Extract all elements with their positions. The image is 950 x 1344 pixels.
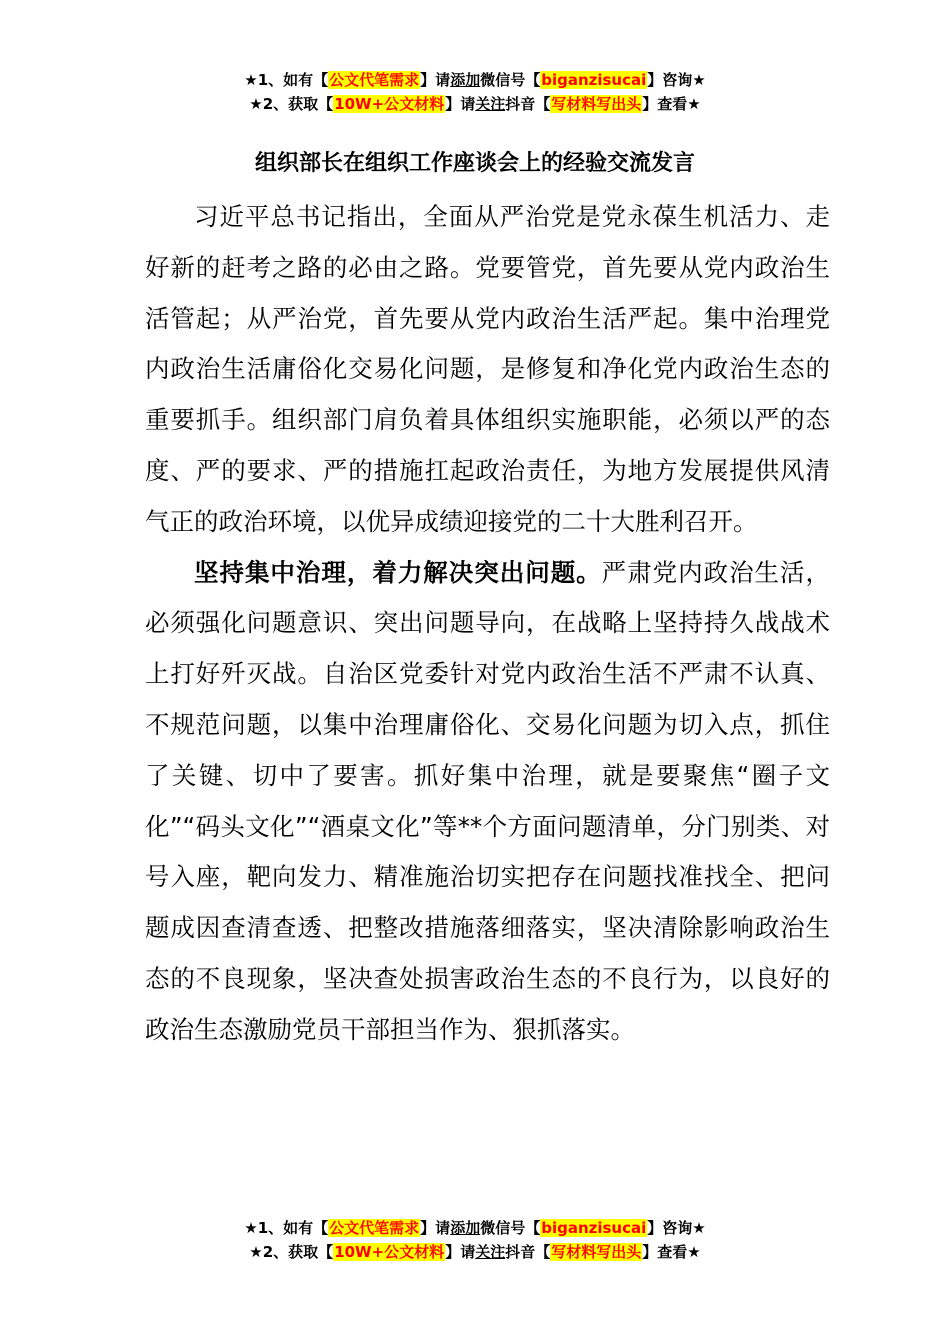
document-body: [145, 192, 830, 1056]
footer-2-mid: 】请: [445, 1243, 476, 1261]
footer-2-mid2: 抖音【: [505, 1243, 551, 1261]
banner-2-highlight-douyin: 写材料写出头: [551, 95, 642, 113]
paragraph-1: 习近平总书记指出，全面从严治党是党永葆生机活力、走好新的赶考之路的必由之路。党要管党，首先要从党内政治生活管起；从严治党，首先要从党内政治生活严起。集中治理党内政治生活庸俗化交易化问题，是修复和净化党内政治生态的重要抓手。组织部门肩负着具体组织实施职能，必须以严的态度、严的要求、严的措施扛起政治责任，为地方发展提供风清气正的政治环境，以优异成绩迎接党的二十大胜利召开。: [145, 202, 830, 536]
footer-line-1: [0, 1216, 950, 1240]
banner-2-post: 】查看★: [642, 95, 701, 113]
banner-1-highlight-service: 公文代笔需求: [329, 71, 420, 89]
footer-1-underline: 添加: [450, 1219, 481, 1237]
banner-1-mid: 】请: [420, 71, 451, 89]
footer-1-highlight-service: 公文代笔需求: [329, 1219, 420, 1237]
footer-1-mid2: 微信号【: [480, 1219, 541, 1237]
footer-1-mid: 】请: [420, 1219, 451, 1237]
banner-1-pre: ★1、如有【: [244, 71, 329, 89]
footer-2-post: 】查看★: [642, 1243, 701, 1261]
banner-2-highlight-materials: 10W+公文材料: [334, 95, 445, 113]
footer-banner: [0, 1216, 950, 1264]
banner-1-mid2: 微信号【: [480, 71, 541, 89]
header-banner: [0, 68, 950, 116]
banner-line-2: [0, 92, 950, 116]
paragraph-2-text: 严肃党内政治生活，必须强化问题意识、突出问题导向，在战略上坚持持久战战术上打好歼灭战。自治区党委针对党内政治生活不严肃不认真、不规范问题，以集中治理庸俗化、交易化问题为切入点，抓住了关键、切中了要害。抓好集中治理，就是要聚焦“圈子文化”“码头文化”“酒桌文化”等**个方面问题清单，分门别类、对号入座，靶向发力、精准施治切实把存在问题找准找全、把问题成因查清查透、把整改措施落细落实，坚决清除影响政治生态的不良现象，坚决查处损害政治生态的不良行为，以良好的政治生态激励党员干部担当作为、狠抓落实。: [145, 557, 831, 1044]
footer-line-2: [0, 1240, 950, 1264]
footer-2-highlight-douyin: 写材料写出头: [551, 1243, 642, 1261]
banner-2-pre: ★2、获取【: [249, 95, 334, 113]
footer-2-pre: ★2、获取【: [249, 1243, 334, 1261]
banner-line-1: [0, 68, 950, 92]
banner-2-underline: 关注: [475, 95, 506, 113]
footer-2-underline: 关注: [475, 1243, 506, 1261]
footer-1-pre: ★1、如有【: [244, 1219, 329, 1237]
footer-1-post: 】咨询★: [647, 1219, 706, 1237]
banner-1-underline: 添加: [450, 71, 481, 89]
footer-1-highlight-wechat: biganzisucai: [541, 1219, 647, 1237]
paragraph-2-lead: 坚持集中治理，着力解决突出问题。: [194, 557, 602, 587]
footer-2-highlight-materials: 10W+公文材料: [334, 1243, 445, 1261]
banner-1-highlight-wechat: biganzisucai: [541, 71, 647, 89]
banner-1-post: 】咨询★: [647, 71, 706, 89]
paragraph-2: [145, 548, 830, 1056]
banner-2-mid2: 抖音【: [505, 95, 551, 113]
banner-2-mid: 】请: [445, 95, 476, 113]
document-title: 组织部长在组织工作座谈会上的经验交流发言: [254, 151, 695, 176]
